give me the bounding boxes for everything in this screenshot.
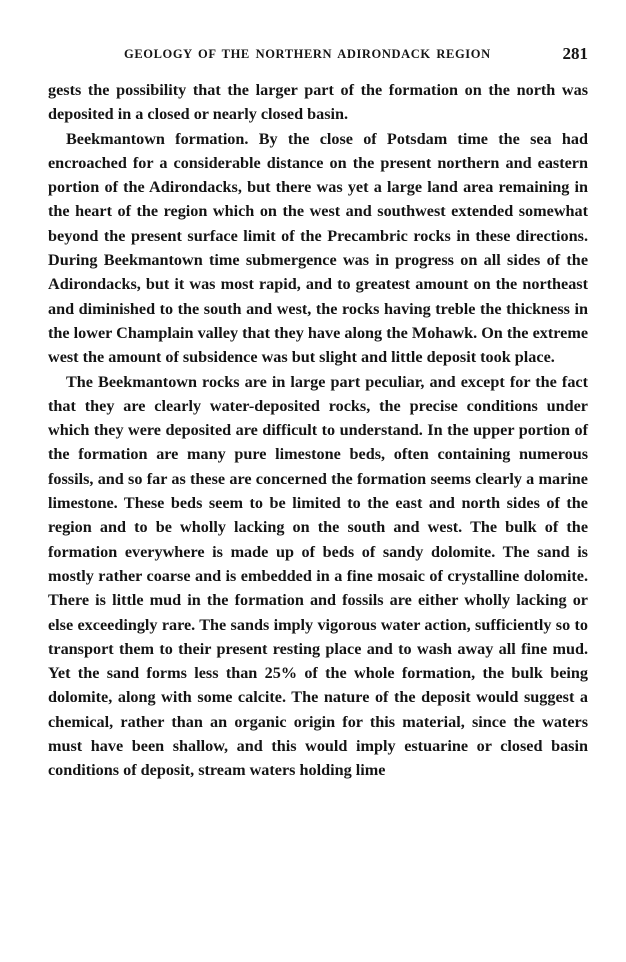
paragraph-beekmantown-rocks	[48, 370, 588, 783]
section-heading: Beekmantown formation.	[66, 129, 249, 148]
paragraph-text: The Beekmantown rocks are in large part peculiar, and except for the fact that they are clearly water-deposited rocks, the precise conditions under which they were deposited are difficult to understand. In the upper portion of the formation are many pure limestone beds, often containing numerous fossils, and so far as these are concerned the formation seems clearly a marine limestone. These beds seem to be limited to the east and north sides of the region and to be wholly lacking on the south and west. The bulk of the formation everywhere is made up of beds of sandy dolomite. The sand is mostly rather coarse and is embedded in a fine mosaic of crystalline dolomite. There is little mud in the formation and fossils are either wholly lacking or else exceedingly rare. The sands imply vigorous water action, sufficiently so to transport them to their present resting place and to wash away all fine mud. Yet the sand forms less than 25% of the whole formation, the bulk being dolomite, along with some calcite. The nature of the deposit would suggest a chemical, rather than an organic origin for this material, since the waters must have been shallow, and this would imply estuarine or closed basin conditions of deposit, stream waters holding lime	[48, 372, 588, 780]
paragraph-text: gests the possibility that the larger part of the formation on the north was deposited in a closed or nearly closed basin.	[48, 81, 588, 124]
body-text	[48, 78, 588, 783]
paragraph-text: By the close of Potsdam time the sea had encroached for a considerable distance on the present northern and eastern portion of the Adirondacks, but there was yet a large land area remaining in the heart of the region which on the west and southwest extended somewhat beyond the present surface limit of the Precambric rocks in these directions. During Beekmantown time submergence was in progress on all sides of the Adirondacks, but it was most rapid, and to greatest amount on the northeast and diminished to the south and west, the rocks having treble the thickness in the lower Champlain valley that they have along the Mohawk. On the extreme west the amount of subsidence was but slight and little deposit took place.	[48, 129, 588, 367]
running-header-title: GEOLOGY OF THE NORTHERN ADIRONDACK REGION	[124, 47, 491, 61]
page-number: 281	[562, 44, 588, 63]
running-header	[48, 44, 588, 68]
paragraph-beekmantown-formation	[48, 127, 588, 370]
paragraph-continuation	[48, 78, 588, 127]
